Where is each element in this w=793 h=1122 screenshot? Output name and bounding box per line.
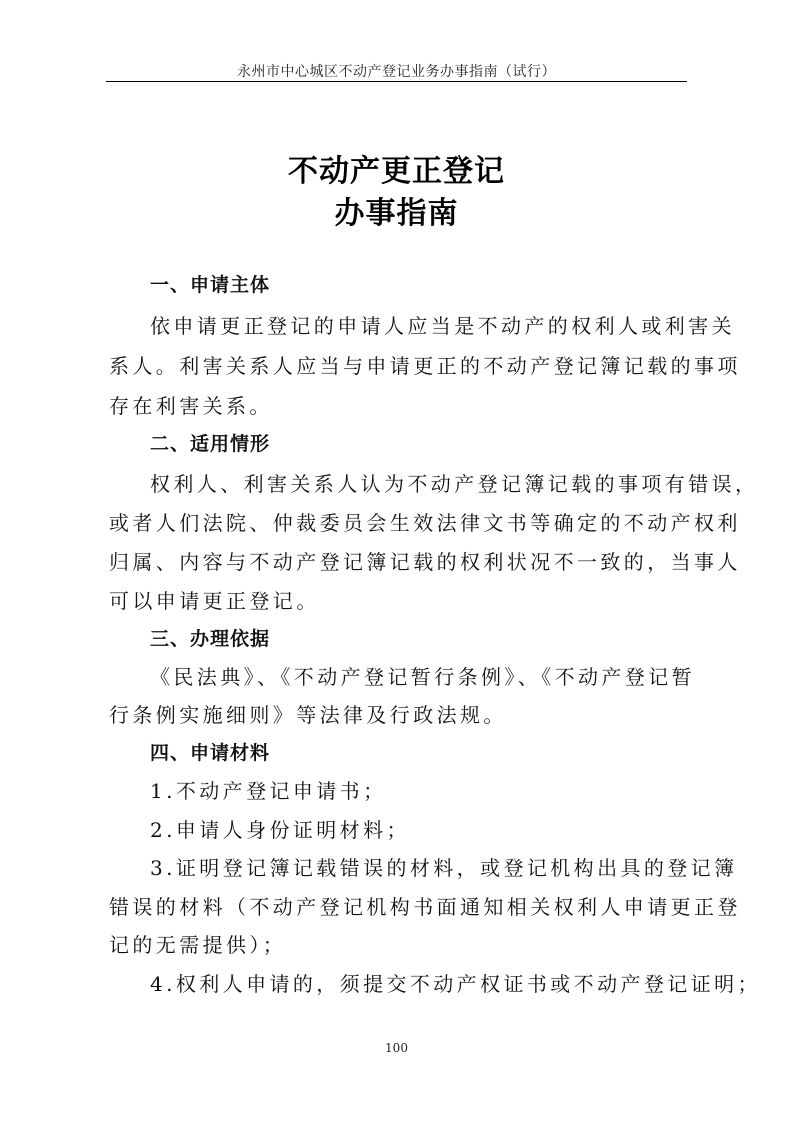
body-line: 行条例实施细则》等法律及行政法规。 bbox=[109, 703, 507, 727]
document-title-line-2: 办事指南 bbox=[334, 196, 459, 231]
list-item: 1.不动产登记申请书； bbox=[150, 779, 387, 803]
section-heading-legal-basis: 三、办理依据 bbox=[150, 628, 271, 650]
list-item-continuation: 记的无需提供）； bbox=[109, 933, 287, 957]
list-item: 2.申请人身份证明材料； bbox=[150, 818, 410, 842]
body-line: 系人。利害关系人应当与申请更正的不动产登记簿记载的事项 bbox=[109, 354, 741, 378]
section-heading-materials: 四、申请材料 bbox=[150, 742, 271, 764]
list-item: 4.权利人申请的，须提交不动产权证书或不动产登记证明； bbox=[150, 972, 761, 996]
body-line: 《民法典》、《不动产登记暂行条例》、《不动产登记暂 bbox=[150, 665, 695, 689]
section-heading-applicant: 一、申请主体 bbox=[150, 274, 271, 296]
body-line: 依申请更正登记的申请人应当是不动产的权利人或利害关 bbox=[150, 314, 735, 338]
page-number: 100 bbox=[385, 1041, 408, 1055]
document-title-line-1: 不动产更正登记 bbox=[288, 154, 505, 189]
list-item-continuation: 错误的材料（不动产登记机构书面通知相关权利人申请更正登 bbox=[109, 895, 741, 919]
body-line: 归属、内容与不动产登记簿记载的权利状况不一致的，当事人 bbox=[109, 550, 741, 574]
running-header: 永州市中心城区不动产登记业务办事指南（试行） bbox=[237, 64, 556, 80]
body-line: 可以申请更正登记。 bbox=[109, 589, 320, 613]
section-heading-applicable-cases: 二、适用情形 bbox=[150, 433, 271, 455]
body-line: 或者人们法院、仲裁委员会生效法律文书等确定的不动产权利 bbox=[109, 511, 741, 535]
list-item: 3.证明登记簿记载错误的材料，或登记机构出具的登记簿 bbox=[150, 856, 738, 880]
body-line: 存在利害关系。 bbox=[109, 394, 273, 418]
header-rule bbox=[106, 81, 687, 82]
body-line: 权利人、利害关系人认为不动产登记簿记载的事项有错误， bbox=[150, 472, 759, 496]
